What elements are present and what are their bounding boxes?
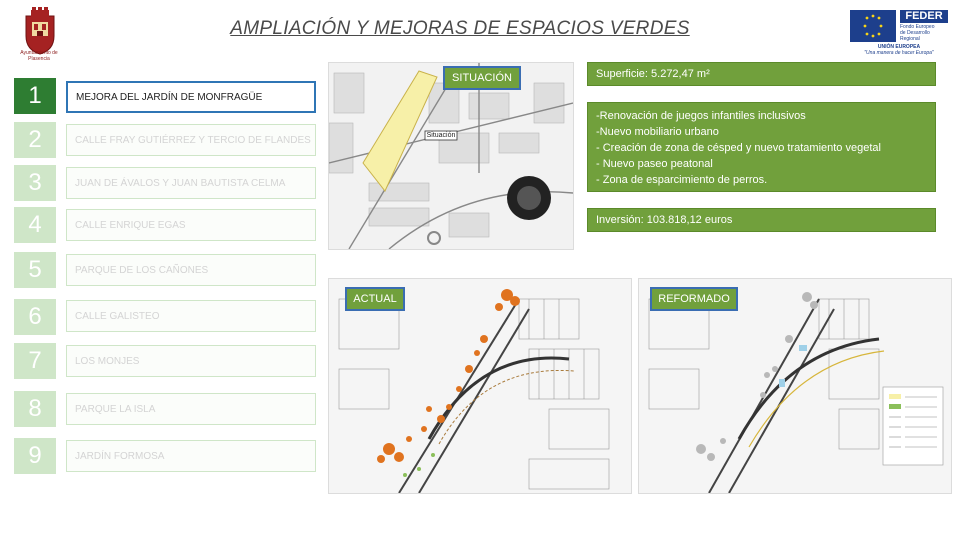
- project-number-9[interactable]: 9: [14, 438, 56, 474]
- investment-box: Inversión: 103.818,12 euros: [587, 208, 936, 232]
- feder-fund-line2: de Desarrollo Regional: [900, 30, 930, 42]
- crest-caption: [4, 50, 74, 62]
- eu-union-label: UNIÓN EUROPEA: [877, 44, 921, 50]
- feder-fund-line1: Fondo Europeo: [900, 24, 935, 30]
- project-item-9[interactable]: JARDÍN FORMOSA: [66, 440, 316, 472]
- project-item-5[interactable]: PARQUE DE LOS CAÑONES: [66, 254, 316, 286]
- project-number-5[interactable]: 5: [14, 252, 56, 288]
- project-item-8[interactable]: PARQUE LA ISLA: [66, 393, 316, 425]
- project-item-4[interactable]: CALLE ENRIQUE EGAS: [66, 209, 316, 241]
- eu-flag-icon: [850, 10, 896, 42]
- surface-box: Superficie: 5.272,47 m²: [587, 62, 936, 86]
- works-box: [587, 102, 936, 192]
- project-number-4[interactable]: 4: [14, 207, 56, 243]
- project-number-3[interactable]: 3: [14, 165, 56, 201]
- project-number-1[interactable]: 1: [14, 78, 56, 114]
- project-number-7[interactable]: 7: [14, 343, 56, 379]
- feder-brand: FEDER: [900, 10, 948, 23]
- project-item-2[interactable]: CALLE FRAY GUTIÉRREZ Y TERCIO DE FLANDES: [66, 124, 316, 156]
- project-number-2[interactable]: 2: [14, 122, 56, 158]
- project-number-6[interactable]: 6: [14, 299, 56, 335]
- feder-fund-name: [900, 24, 950, 42]
- current-tag: ACTUAL: [345, 287, 405, 311]
- eu-caption: [844, 44, 954, 56]
- page-title: AMPLIACIÓN Y MEJORAS DE ESPACIOS VERDES: [230, 18, 690, 39]
- project-item-1[interactable]: MEJORA DEL JARDÍN DE MONFRAGÜE: [66, 81, 316, 113]
- renovated-tag: REFORMADO: [650, 287, 738, 311]
- project-item-6[interactable]: CALLE GALISTEO: [66, 300, 316, 332]
- works-line-4: - Nuevo paseo peatonal: [596, 158, 713, 170]
- project-item-3[interactable]: JUAN DE ÁVALOS Y JUAN BAUTISTA CELMA: [66, 167, 316, 199]
- works-line-3: - Creación de zona de césped y nuevo tratamiento vegetal: [596, 142, 881, 154]
- works-line-1: -Renovación de juegos infantiles inclusivos: [596, 110, 806, 122]
- project-item-7[interactable]: LOS MONJES: [66, 345, 316, 377]
- works-line-2: -Nuevo mobiliario urbano: [596, 126, 719, 138]
- crest-caption-line1: Ayuntamiento de: [20, 50, 58, 56]
- situation-tag: SITUACIÓN: [443, 66, 521, 90]
- situation-map: [328, 62, 574, 250]
- crest-caption-line2: Plasencia: [28, 56, 50, 62]
- situation-marker: Situación: [426, 132, 456, 139]
- project-number-8[interactable]: 8: [14, 391, 56, 427]
- eu-motto: "Una manera de hacer Europa": [864, 50, 934, 56]
- works-line-5: - Zona de esparcimiento de perros.: [596, 174, 768, 186]
